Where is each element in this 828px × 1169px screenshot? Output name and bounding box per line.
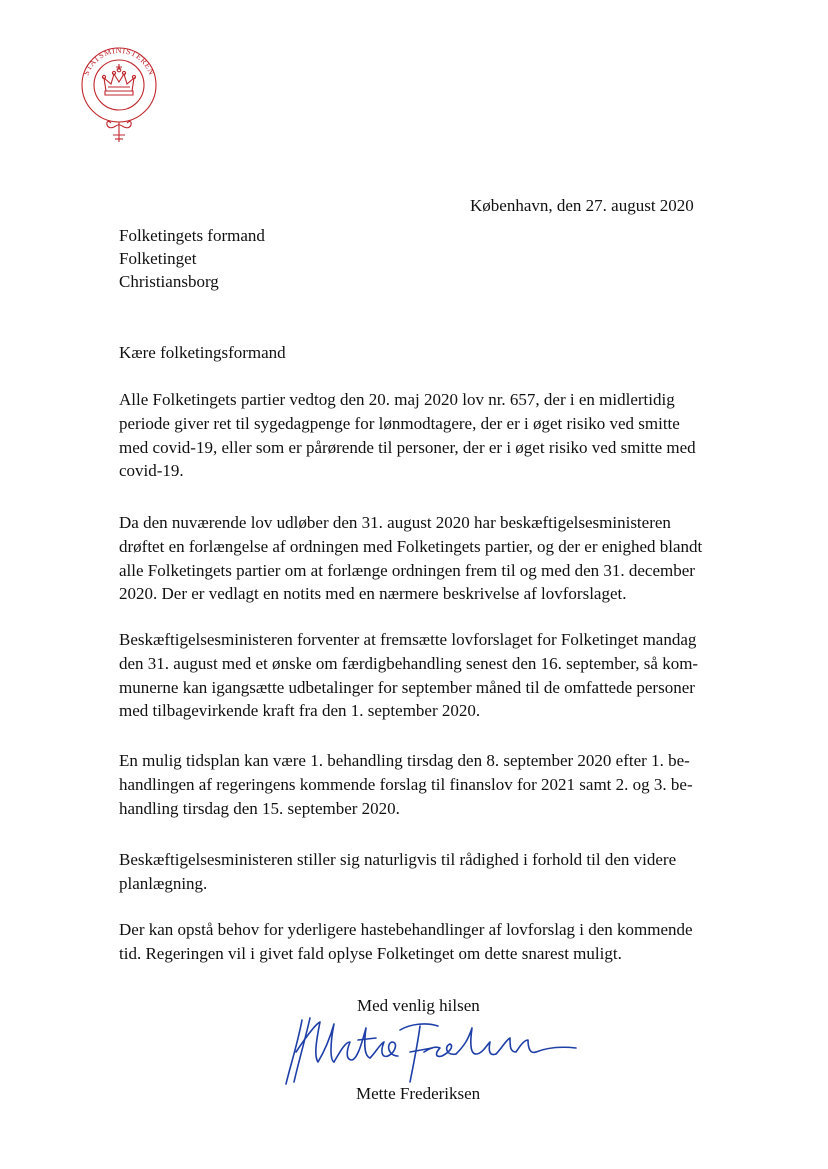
date-line: København, den 27. august 2020	[470, 196, 694, 215]
recipient-address	[119, 224, 265, 293]
recipient-line: Folketinget	[119, 249, 197, 268]
paragraph-line: munerne kan igangsætte udbetalinger for september måned til de omfattede personer	[119, 677, 695, 697]
paragraph-line: En mulig tidsplan kan være 1. behandling tirsdag den 8. september 2020 efter 1. be-	[119, 751, 690, 770]
recipient-line: Christiansborg	[119, 272, 219, 291]
body-paragraph	[119, 628, 728, 723]
salutation: Kære folketingsformand	[119, 343, 286, 362]
body-paragraph	[119, 918, 728, 966]
paragraph-line: Beskæftigelsesministeren stiller sig naturligvis til rådighed i forhold til den videre	[119, 850, 677, 869]
paragraph-line: Da den nuværende lov udløber den 31. august 2020 har beskæftigelsesministeren	[119, 513, 671, 532]
paragraph-line: planlægning.	[119, 873, 208, 893]
recipient-line: Folketingets formand	[119, 226, 265, 245]
paragraph-line: 2020. Der er vedlagt en notits med en nærmere beskrivelse af lovforslaget.	[119, 584, 627, 604]
paragraph-line: covid-19.	[119, 461, 184, 481]
paragraph-line: handlingen af regeringens kommende forslag til finanslov for 2021 samt 2. og 3. be-	[119, 774, 693, 794]
paragraph-line: med covid-19, eller som er pårørende til personer, der er i øget risiko ved smitte med	[119, 437, 696, 457]
paragraph-line: handling tirsdag den 15. september 2020.	[119, 798, 400, 818]
paragraph-line: den 31. august med et ønske om færdigbehandling senest den 16. september, så kom-	[119, 653, 699, 673]
body-paragraph	[119, 749, 728, 820]
paragraph-line: Beskæftigelsesministeren forventer at fremsætte lovforslaget for Folketinget mandag	[119, 630, 697, 649]
paragraph-line: periode giver ret til sygedagpenge for lønmodtagere, der er i øget risiko ved smitte	[119, 413, 680, 433]
signer-name: Mette Frederiksen	[356, 1084, 481, 1103]
paragraph-line: tid. Regeringen vil i givet fald oplyse Folketinget om dette snarest muligt.	[119, 943, 622, 963]
paragraph-line: Der kan opstå behov for yderligere hastebehandlinger af lovforslag i den kommende	[119, 920, 693, 939]
body-paragraph	[119, 848, 728, 896]
paragraph-line: drøftet en forlængelse af ordningen med Folketingets partier, og der er enighed blandt	[119, 536, 703, 556]
seal-legend: STATSMINISTEREN	[81, 45, 157, 77]
crown-seal-icon	[78, 45, 160, 145]
body-paragraph	[119, 511, 728, 606]
handwritten-signature-icon	[280, 1012, 585, 1092]
body-paragraph	[119, 388, 728, 483]
paragraph-line: Alle Folketingets partier vedtog den 20. maj 2020 lov nr. 657, der i en midlertidig	[119, 390, 675, 409]
paragraph-line: alle Folketingets partier om at forlænge ordningen frem til og med den 31. december	[119, 560, 695, 580]
closing-greeting: Med venlig hilsen	[357, 996, 480, 1015]
paragraph-line: med tilbagevirkende kraft fra den 1. september 2020.	[119, 701, 481, 721]
